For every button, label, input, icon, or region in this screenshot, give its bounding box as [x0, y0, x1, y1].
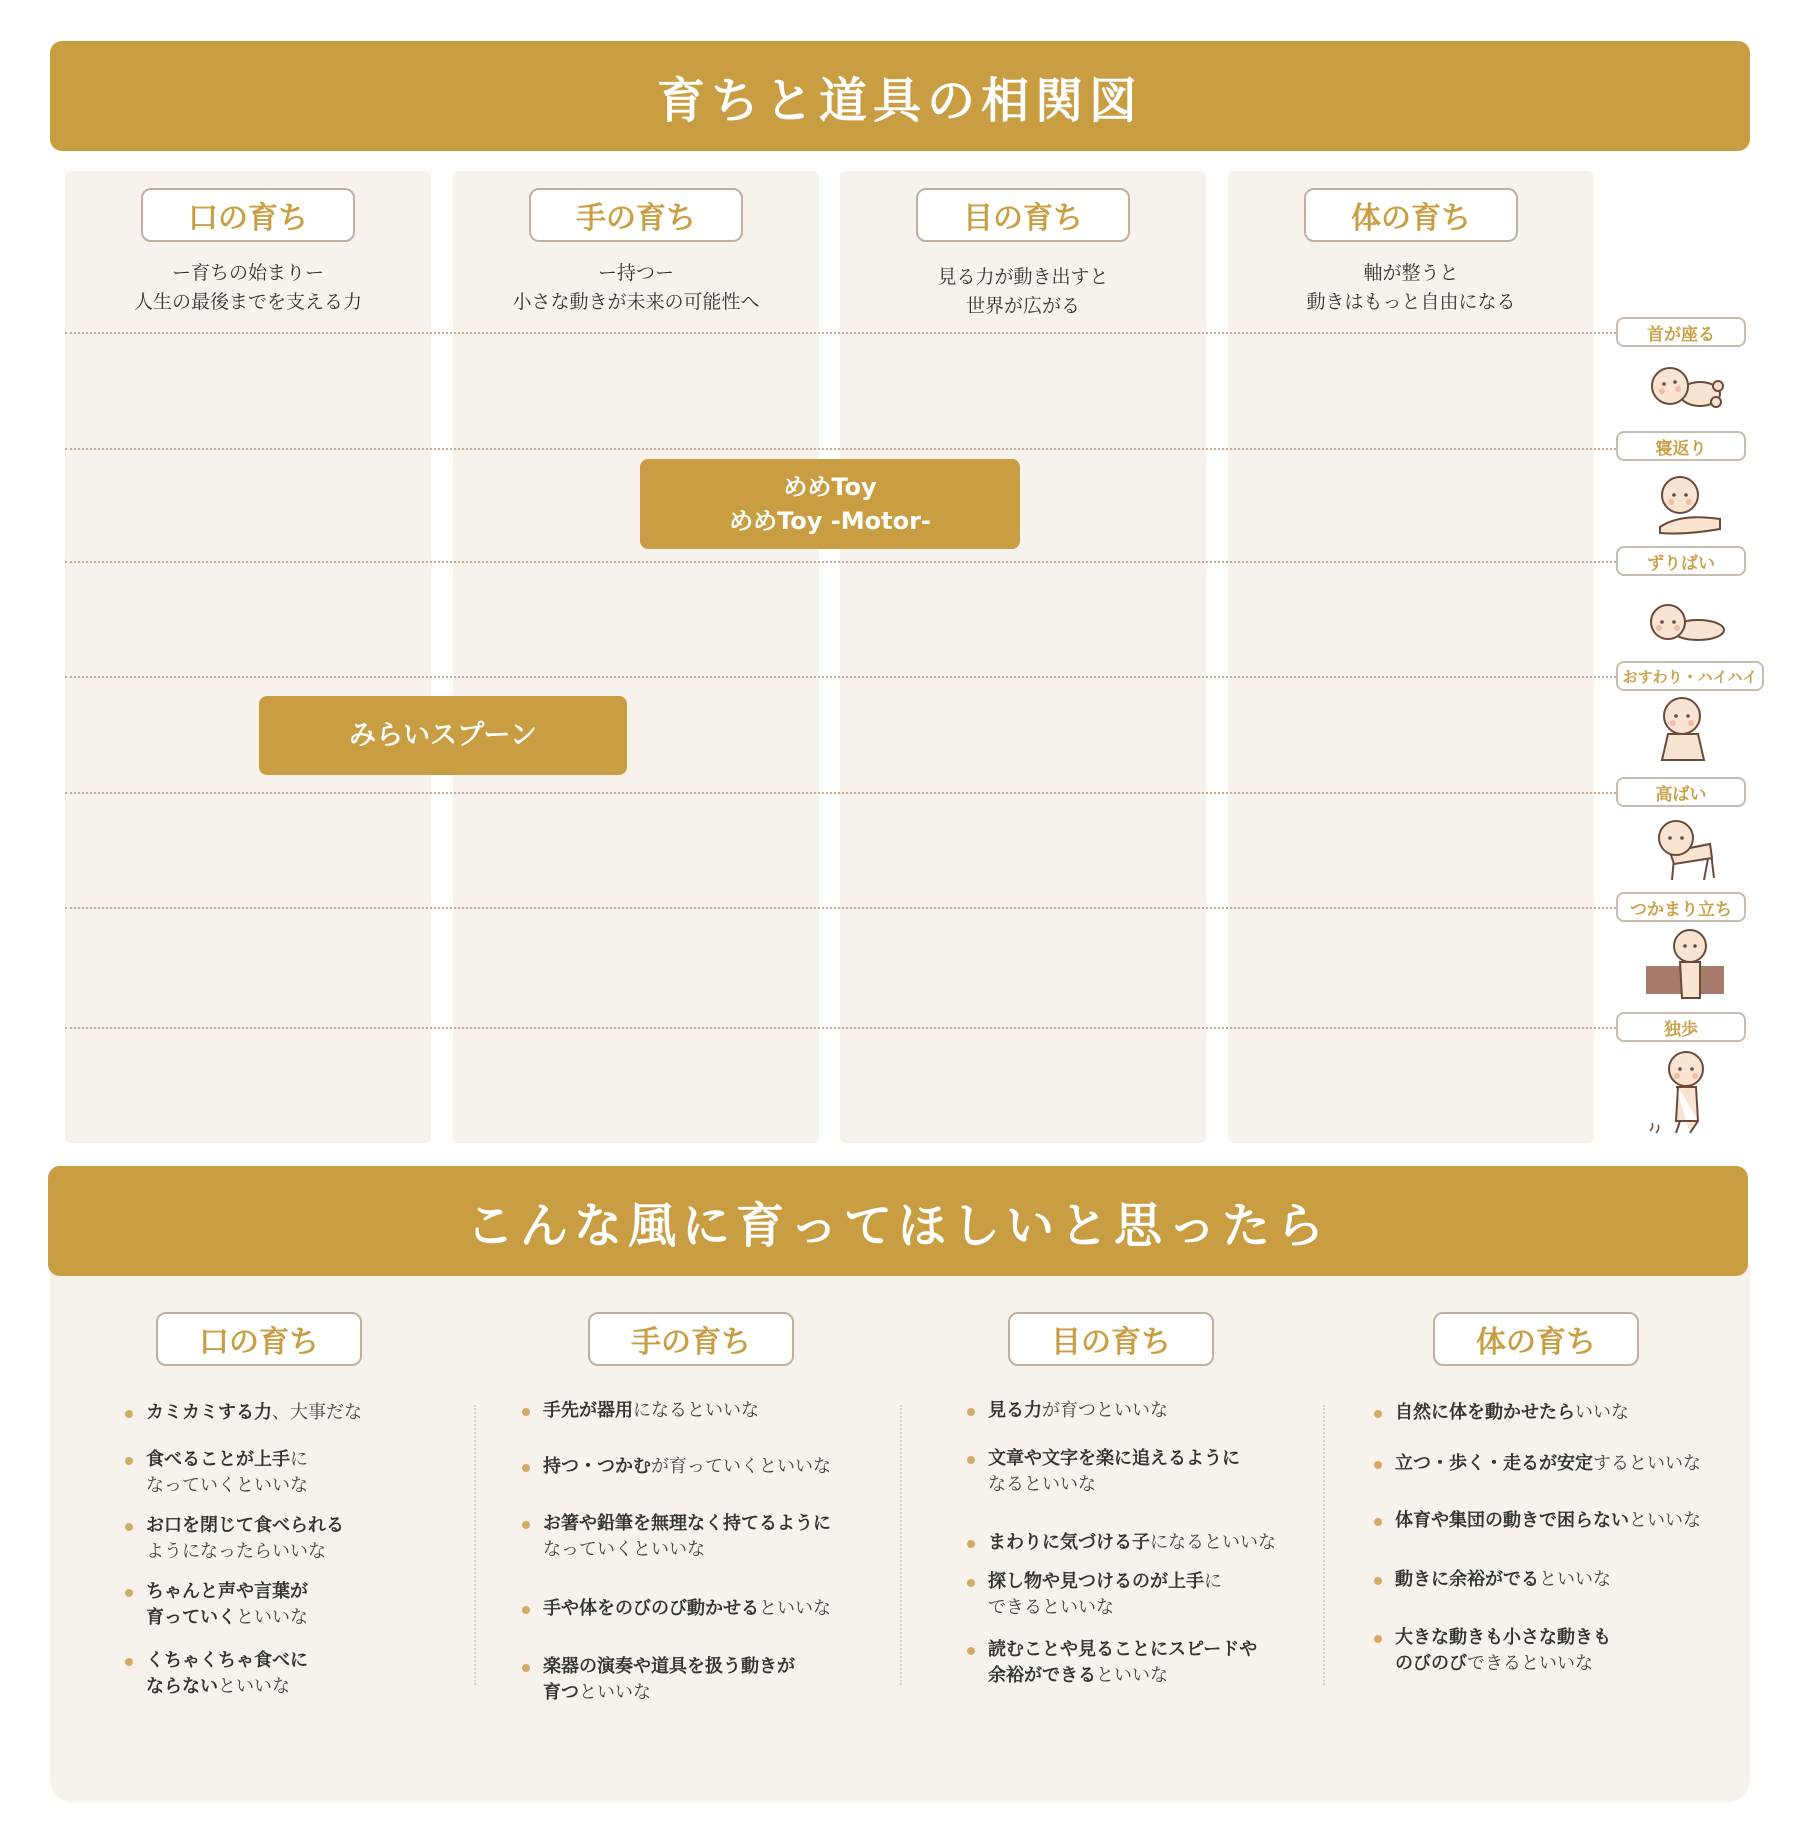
- bullet-dot: [522, 1606, 530, 1614]
- baby-crawling-icon: [1640, 580, 1730, 660]
- wish-item: [543, 1654, 795, 1706]
- wish-item-emphasis: 動きに余裕がでる: [1395, 1569, 1539, 1590]
- column-body: [1228, 171, 1594, 1143]
- wish-item-emphasis: 探し物や見つけるのが上手: [988, 1571, 1204, 1592]
- wish-item-text: できるといいな: [1467, 1653, 1593, 1674]
- stage-line: [65, 1027, 1620, 1029]
- wish-item-line: [543, 1596, 831, 1622]
- wish-item-line: [146, 1674, 308, 1700]
- bullet-dot: [967, 1456, 975, 1464]
- wish-item-emphasis: 育つ: [543, 1682, 579, 1703]
- column-title: 手の育ち: [529, 188, 743, 242]
- tool-name: めめToy: [783, 473, 877, 501]
- baby-rolling-icon: [1640, 465, 1730, 545]
- wish-item-emphasis: お口を閉じて食べられる: [146, 1515, 344, 1536]
- column-eye: [840, 171, 1206, 1143]
- subtitle-line: ー育ちの始まりー: [171, 262, 324, 284]
- subtitle-line: 世界が広がる: [965, 295, 1080, 317]
- stage-label: 高ばい: [1616, 777, 1746, 807]
- wish-item: [146, 1513, 344, 1565]
- wish-item-emphasis: 自然に体を動かせたら: [1395, 1402, 1575, 1423]
- wish-item-line: [1395, 1567, 1611, 1593]
- stage-line: [65, 792, 1620, 794]
- bullet-dot: [125, 1410, 133, 1418]
- wish-item-emphasis: 大きな動きも小さな動きも: [1395, 1627, 1611, 1648]
- column-subtitle: [65, 259, 431, 317]
- wish-item-text: できるといいな: [988, 1597, 1114, 1618]
- bullet-dot: [522, 1664, 530, 1672]
- column-title: 体の育ち: [1304, 188, 1518, 242]
- wish-item: [1395, 1400, 1629, 1426]
- wish-item: [988, 1637, 1257, 1689]
- wish-item-line: [543, 1511, 831, 1537]
- wish-column-title: 手の育ち: [588, 1312, 794, 1366]
- wish-item-line: [146, 1648, 308, 1674]
- baby-walking-icon: [1640, 1045, 1730, 1140]
- tool-name: めめToy -Motor-: [729, 507, 931, 535]
- wish-item-text: 、大事だな: [272, 1402, 362, 1423]
- wish-item-line: [988, 1398, 1168, 1424]
- subtitle-line: 軸が整うと: [1363, 262, 1459, 284]
- bullet-dot: [1374, 1410, 1382, 1418]
- bullet-dot: [967, 1579, 975, 1587]
- wish-item-emphasis: 見る力: [988, 1400, 1042, 1421]
- wish-item: [988, 1446, 1240, 1498]
- wish-item-line: [988, 1595, 1222, 1621]
- stage-line: [65, 676, 1620, 678]
- wish-item-text: なっていくといいな: [543, 1539, 705, 1560]
- wish-item-line: [1395, 1451, 1701, 1477]
- column-mouth: [65, 171, 431, 1143]
- stage-label: おすわり・ハイハイ: [1616, 661, 1764, 691]
- wish-item-emphasis: ちゃんと声や言葉が: [146, 1581, 308, 1602]
- baby-high-crawl-icon: [1640, 808, 1730, 888]
- wish-item-emphasis: 育っていく: [146, 1607, 236, 1628]
- wish-item-emphasis: 文章や文字を楽に追えるように: [988, 1448, 1240, 1469]
- wish-item: [1395, 1508, 1701, 1534]
- column-subtitle: [453, 259, 819, 317]
- wish-item: [988, 1530, 1276, 1556]
- bullet-dot: [1374, 1518, 1382, 1526]
- wish-item-emphasis: 手や体をのびのび動かせる: [543, 1598, 759, 1619]
- meme-toy-box: [640, 459, 1020, 549]
- subtitle-line: 人生の最後までを支える力: [133, 291, 362, 313]
- wish-item-emphasis: ならない: [146, 1676, 218, 1697]
- bullet-dot: [522, 1464, 530, 1472]
- wish-item-emphasis: 読むことや見ることにスピードや: [988, 1639, 1258, 1660]
- column-subtitle: [840, 263, 1206, 321]
- wish-item-text: に: [1204, 1571, 1222, 1592]
- stage-line: [65, 332, 1620, 334]
- wish-item-text: といいな: [218, 1676, 290, 1697]
- wish-item-text: になるといいな: [633, 1400, 759, 1421]
- bullet-dot: [967, 1408, 975, 1416]
- wish-item-emphasis: お箸や鉛筆を無理なく持てるように: [543, 1513, 831, 1534]
- column-title: 目の育ち: [916, 188, 1130, 242]
- stage-label: つかまり立ち: [1616, 892, 1746, 922]
- mirai-spoon-box: [259, 696, 627, 775]
- bullet-dot: [125, 1658, 133, 1666]
- wish-item-line: [1395, 1400, 1629, 1426]
- baby-lying-icon: [1640, 350, 1730, 430]
- wish-item-line: [988, 1569, 1222, 1595]
- wish-item-line: [146, 1400, 362, 1426]
- bullet-dot: [125, 1457, 133, 1465]
- wish-item-text: なっていくといいな: [146, 1475, 308, 1496]
- wish-item-text: といいな: [1096, 1665, 1168, 1686]
- bullet-dot: [125, 1523, 133, 1531]
- wish-item-text: が育っていくといいな: [651, 1456, 831, 1477]
- bullet-dot: [125, 1589, 133, 1597]
- wish-item-emphasis: カミカミする力: [146, 1402, 272, 1423]
- wish-item: [1395, 1451, 1701, 1477]
- bullet-dot: [1374, 1635, 1382, 1643]
- wish-item-emphasis: 立つ・歩く・走るが安定: [1395, 1453, 1593, 1474]
- page-title: 育ちと道具の相関図: [50, 41, 1750, 151]
- baby-sitting-icon: [1640, 690, 1730, 770]
- wish-item-emphasis: のびのび: [1395, 1653, 1467, 1674]
- wish-item: [146, 1400, 362, 1426]
- wish-item-text: なるといいな: [988, 1474, 1096, 1495]
- wish-item-line: [1395, 1508, 1701, 1534]
- wish-item-line: [1395, 1625, 1611, 1651]
- wish-item: [1395, 1625, 1611, 1677]
- bullet-dot: [1374, 1461, 1382, 1469]
- wish-item: [146, 1579, 308, 1631]
- wish-item-line: [1395, 1651, 1611, 1677]
- wish-item-emphasis: 余裕ができる: [988, 1665, 1096, 1686]
- wish-item-line: [543, 1654, 795, 1680]
- wish-item: [988, 1398, 1168, 1424]
- wish-item-line: [146, 1579, 308, 1605]
- column-divider: [1323, 1405, 1325, 1685]
- wish-item-emphasis: まわりに気づける子: [988, 1532, 1150, 1553]
- column-title: 口の育ち: [141, 188, 355, 242]
- wish-item-line: [988, 1637, 1257, 1663]
- wish-item-emphasis: 体育や集団の動きで困らない: [1395, 1510, 1629, 1531]
- stage-line: [65, 561, 1620, 563]
- wish-item-text: といいな: [579, 1682, 651, 1703]
- wish-item-line: [988, 1446, 1240, 1472]
- wish-item-line: [146, 1447, 308, 1473]
- wish-item-emphasis: くちゃくちゃ食べに: [146, 1650, 308, 1671]
- wish-item-line: [988, 1530, 1276, 1556]
- wish-item-text: が育つといいな: [1042, 1400, 1168, 1421]
- bullet-dot: [522, 1408, 530, 1416]
- stage-line: [65, 907, 1620, 909]
- wish-item-line: [543, 1398, 759, 1424]
- column-divider: [900, 1405, 902, 1685]
- wish-item: [146, 1447, 308, 1499]
- wish-item-emphasis: 楽器の演奏や道具を扱う動きが: [543, 1656, 795, 1677]
- wish-item-line: [146, 1605, 308, 1631]
- stage-line: [65, 448, 1620, 450]
- bullet-dot: [522, 1521, 530, 1529]
- wish-column-title: 目の育ち: [1008, 1312, 1214, 1366]
- wish-item-emphasis: 手先が器用: [543, 1400, 633, 1421]
- wish-item-text: になるといいな: [1150, 1532, 1276, 1553]
- wish-column-title: 口の育ち: [156, 1312, 362, 1366]
- wish-item-line: [146, 1539, 344, 1565]
- wish-title: こんな風に育ってほしいと思ったら: [48, 1166, 1748, 1276]
- subtitle-line: 小さな動きが未来の可能性へ: [512, 291, 760, 313]
- wish-item-text: に: [290, 1449, 308, 1470]
- wish-item-text: いいな: [1575, 1402, 1629, 1423]
- bullet-dot: [1374, 1577, 1382, 1585]
- wish-item: [146, 1648, 308, 1700]
- column-hand: [453, 171, 819, 1143]
- wish-item: [1395, 1567, 1611, 1593]
- stage-label: 独歩: [1616, 1012, 1746, 1042]
- wish-item-emphasis: 食べることが上手: [146, 1449, 290, 1470]
- stage-label: 首が座る: [1616, 317, 1746, 347]
- wish-item-text: といいな: [1629, 1510, 1701, 1531]
- wish-item-line: [146, 1473, 308, 1499]
- subtitle-line: 見る力が動き出すと: [937, 266, 1109, 288]
- wish-item-line: [146, 1513, 344, 1539]
- wish-item-text: といいな: [1539, 1569, 1611, 1590]
- column-divider: [474, 1405, 476, 1685]
- wish-item-text: といいな: [236, 1607, 308, 1628]
- column-subtitle: [1228, 259, 1594, 317]
- baby-standing-icon: [1640, 922, 1730, 1002]
- wish-item: [543, 1454, 831, 1480]
- wish-item-text: ようになったらいいな: [146, 1541, 326, 1562]
- tool-name: みらいスプーン: [349, 719, 537, 751]
- wish-item-line: [543, 1537, 831, 1563]
- wish-item-text: といいな: [759, 1598, 831, 1619]
- wish-item-line: [543, 1454, 831, 1480]
- wish-item: [543, 1398, 759, 1424]
- wish-column-title: 体の育ち: [1433, 1312, 1639, 1366]
- wish-item-line: [988, 1472, 1240, 1498]
- stage-label: ずりばい: [1616, 546, 1746, 576]
- wish-item: [988, 1569, 1222, 1621]
- subtitle-line: ー持つー: [597, 262, 674, 284]
- wish-item-line: [543, 1680, 795, 1706]
- bullet-dot: [967, 1540, 975, 1548]
- bullet-dot: [967, 1647, 975, 1655]
- wish-item: [543, 1511, 831, 1563]
- wish-item-text: するといいな: [1593, 1453, 1701, 1474]
- wish-item-emphasis: 持つ・つかむ: [543, 1456, 651, 1477]
- wish-item-line: [988, 1663, 1257, 1689]
- wish-item: [543, 1596, 831, 1622]
- stage-label: 寝返り: [1616, 431, 1746, 461]
- subtitle-line: 動きはもっと自由になる: [1306, 291, 1516, 313]
